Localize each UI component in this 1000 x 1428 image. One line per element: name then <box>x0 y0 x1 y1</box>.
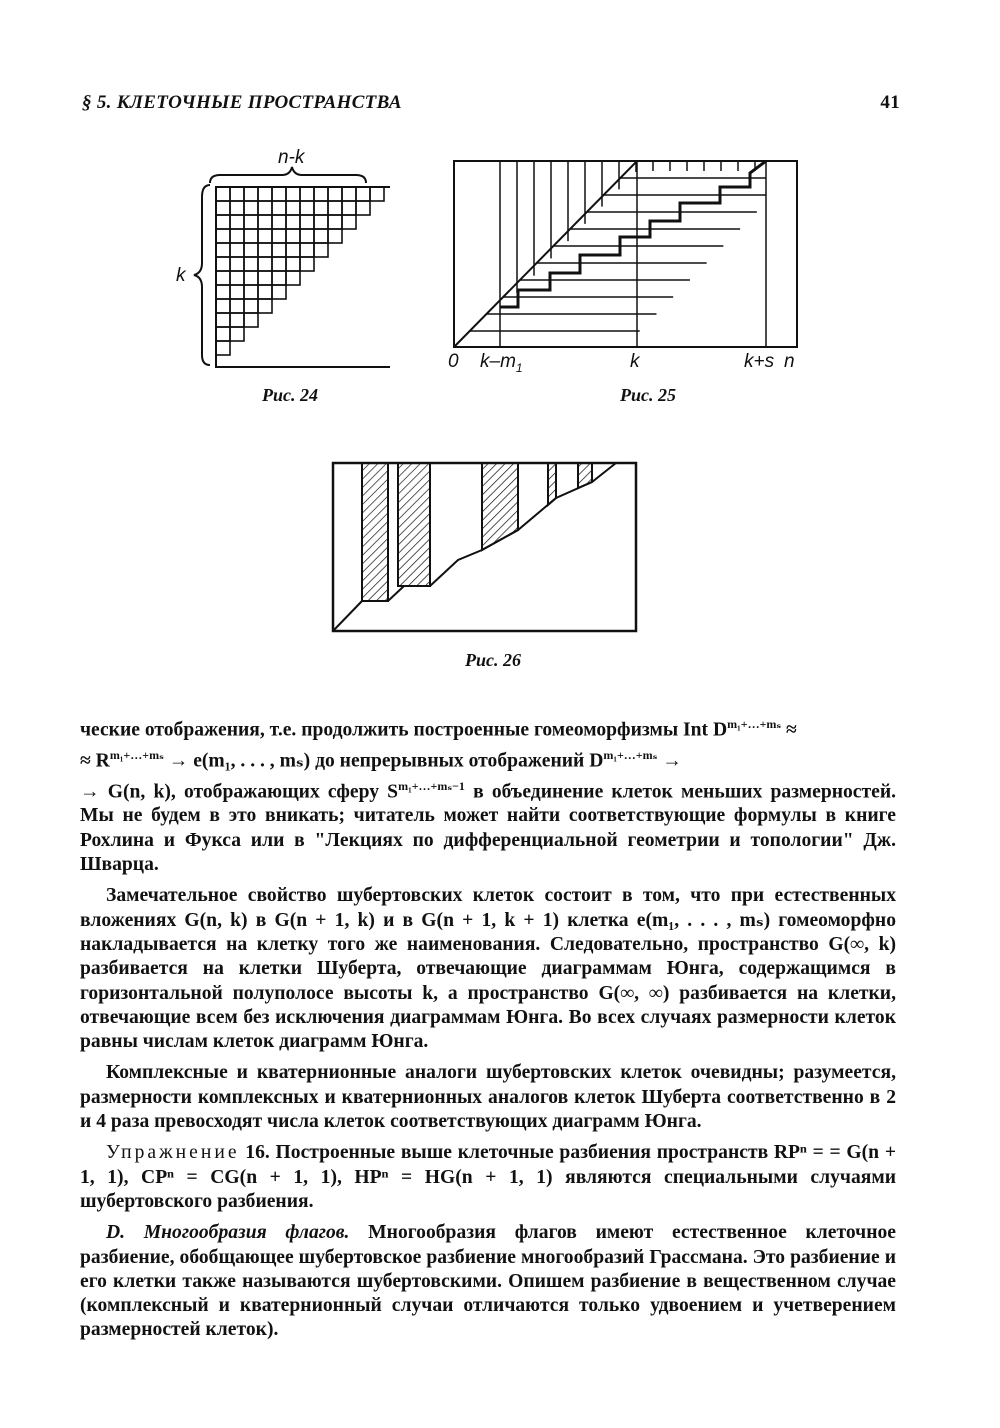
young-cell <box>286 257 300 271</box>
left-brace <box>194 185 210 365</box>
young-cell <box>300 187 314 201</box>
young-cell <box>258 285 272 299</box>
outer-box <box>454 161 797 347</box>
staircase-boundary <box>500 161 766 307</box>
figure-26 <box>330 460 650 675</box>
label-n-minus-k: n-k <box>278 147 305 168</box>
young-cell <box>216 257 230 271</box>
young-cell <box>216 201 230 215</box>
young-cell <box>244 229 258 243</box>
young-cell <box>244 201 258 215</box>
young-cell <box>314 215 328 229</box>
young-cell <box>258 229 272 243</box>
hatched-strip-1 <box>362 463 388 601</box>
young-cell <box>300 257 314 271</box>
hatched-staircase-diagram <box>330 460 640 635</box>
young-cell <box>328 229 342 243</box>
young-cell <box>356 201 370 215</box>
young-cell <box>356 187 370 201</box>
young-cell <box>300 201 314 215</box>
caption-fig26: Рис. 26 <box>465 650 521 670</box>
figure-24 <box>170 147 390 415</box>
young-cell <box>272 229 286 243</box>
young-cell <box>272 243 286 257</box>
outer-box <box>216 187 390 367</box>
young-cell <box>370 187 384 201</box>
figure-25 <box>440 155 810 415</box>
diagonal <box>333 601 362 631</box>
young-cell <box>230 201 244 215</box>
young-cell <box>314 201 328 215</box>
young-cell <box>300 215 314 229</box>
axis-label-0: 0 <box>448 351 459 372</box>
paragraph-3: Комплексные и кватернионные аналоги шубертовских клеток очевидны; разумеется, размерности комплексных и кватернионных аналогов клеток Шуберта соответственно в 2 и 4 раза превосходят числа клеток соответствующих диаграмм Юнга. <box>80 1062 896 1133</box>
young-cell <box>216 327 230 341</box>
young-cell <box>272 201 286 215</box>
axis-label-n: n <box>784 351 795 372</box>
page-number: 41 <box>880 92 900 113</box>
young-cell <box>258 299 272 313</box>
young-cell <box>216 341 230 355</box>
young-cell <box>286 215 300 229</box>
young-cell <box>230 327 244 341</box>
young-cell <box>286 201 300 215</box>
paragraph-4: Упражнение 16. Построенные выше клеточные разбиения пространств RPⁿ = = G(n + 1, 1), CPⁿ = CG(n + 1, 1), HPⁿ = HG(n + 1, 1) являются специальными случаями шубертовского разбиения. <box>80 1142 896 1212</box>
hatched-strip-4 <box>548 463 556 505</box>
hatched-strip-5 <box>578 463 592 488</box>
young-cell <box>216 299 230 313</box>
young-cell <box>272 215 286 229</box>
young-cell <box>258 257 272 271</box>
young-cell <box>230 243 244 257</box>
caption-fig24: Рис. 24 <box>262 385 318 405</box>
axis-label-k: k <box>630 351 640 372</box>
young-cell <box>244 215 258 229</box>
young-cell <box>258 215 272 229</box>
young-cell <box>244 285 258 299</box>
young-cell <box>216 215 230 229</box>
young-cell <box>230 187 244 201</box>
young-cell <box>286 187 300 201</box>
young-cell <box>272 271 286 285</box>
young-cell <box>230 257 244 271</box>
axis-label-k-plus-s: k+s <box>744 351 775 372</box>
young-cell <box>258 271 272 285</box>
young-cell <box>328 201 342 215</box>
hatched-strip-2 <box>398 463 430 586</box>
young-cell <box>314 243 328 257</box>
young-cell <box>342 187 356 201</box>
young-cell <box>342 215 356 229</box>
young-cell <box>258 187 272 201</box>
young-cell <box>230 299 244 313</box>
young-cell <box>300 243 314 257</box>
young-cell <box>272 187 286 201</box>
young-cell <box>286 271 300 285</box>
young-diagram-grid <box>170 155 390 385</box>
section-header: § 5. КЛЕТОЧНЫЕ ПРОСТРАНСТВА <box>82 92 402 113</box>
young-cell <box>272 257 286 271</box>
young-cell <box>314 229 328 243</box>
young-cell <box>216 271 230 285</box>
caption-fig25: Рис. 25 <box>620 385 676 405</box>
young-cell <box>272 285 286 299</box>
paragraph-5: D. Многообразия флагов. Многообразия флагов имеют естественное клеточное разбиение, обобщающее шубертовское разбиение многообразий Грассмана. Это разбиение и его клетки также называются шубертовскими. Опишем разбиение в вещественном случае (комплексный и кватернионный случаи отличаются только удвоением и учетверением размерностей клеток). <box>80 1222 896 1341</box>
young-cell <box>244 313 258 327</box>
young-cell <box>244 257 258 271</box>
young-cell <box>342 201 356 215</box>
young-cell <box>300 229 314 243</box>
top-brace <box>210 167 366 183</box>
young-cell <box>286 243 300 257</box>
young-cell <box>328 187 342 201</box>
young-cell <box>216 285 230 299</box>
young-cell <box>216 243 230 257</box>
young-cell <box>230 285 244 299</box>
young-cell <box>230 271 244 285</box>
paragraph-1: ческие отображения, т.е. продолжить построенные гомеоморфизмы Int $D^{m_1+\dots+m_s}$ ≈ ≈ $R^{m_1+\dots+m_s} \to e(m_1$, . . . , mₛ) до непрерывных отображений $D^{m_1+\dots+m_s}$ → → G(n, k), отображающих сферу $S^{m_1+\dots+m_s-1}$ в объединение клеток меньших размерностей. Мы не будем в это вникать; читатель может найти соответствующие формулы в книге Рохлина и Фукса или в "Лекциях по дифференциальной геометрии и топологии" Дж. Шварца. <box>80 717 897 876</box>
label-k: k <box>176 265 186 286</box>
schubert-staircase-diagram <box>440 155 810 370</box>
young-cell <box>216 313 230 327</box>
young-cell <box>328 215 342 229</box>
young-cell <box>216 229 230 243</box>
hatched-strip-3 <box>482 463 518 550</box>
young-cell <box>244 187 258 201</box>
young-cell <box>244 271 258 285</box>
young-cell <box>230 215 244 229</box>
young-cell <box>216 187 230 201</box>
young-cell <box>258 243 272 257</box>
young-cell <box>230 229 244 243</box>
young-cell <box>314 187 328 201</box>
body-text <box>80 712 896 1350</box>
young-cell <box>244 243 258 257</box>
young-cell <box>244 299 258 313</box>
young-cell <box>230 313 244 327</box>
axis-label-k-minus-m1: $k-m_1$ <box>480 351 523 375</box>
young-cell <box>286 229 300 243</box>
young-cell <box>258 201 272 215</box>
paragraph-2: Замечательное свойство шубертовских клеток состоит в том, что при естественных вложениях G(n, k) в G(n + 1, k) и в G(n + 1, k + 1) клетка e(m₁, . . . , mₛ) гомеоморфно накладывается на клетку того же наименования. Следовательно, пространство G(∞, k) разбивается на клетки Шуберта, отвечающие диаграммам Юнга, содержащимся в горизонтальной полуполосе высоты k, а пространство G(∞, ∞) разбивается на клетки, отвечающие всем без исключения диаграммам Юнга. Во всех случаях размерности клеток равны числам клеток диаграмм Юнга. <box>80 885 896 1053</box>
